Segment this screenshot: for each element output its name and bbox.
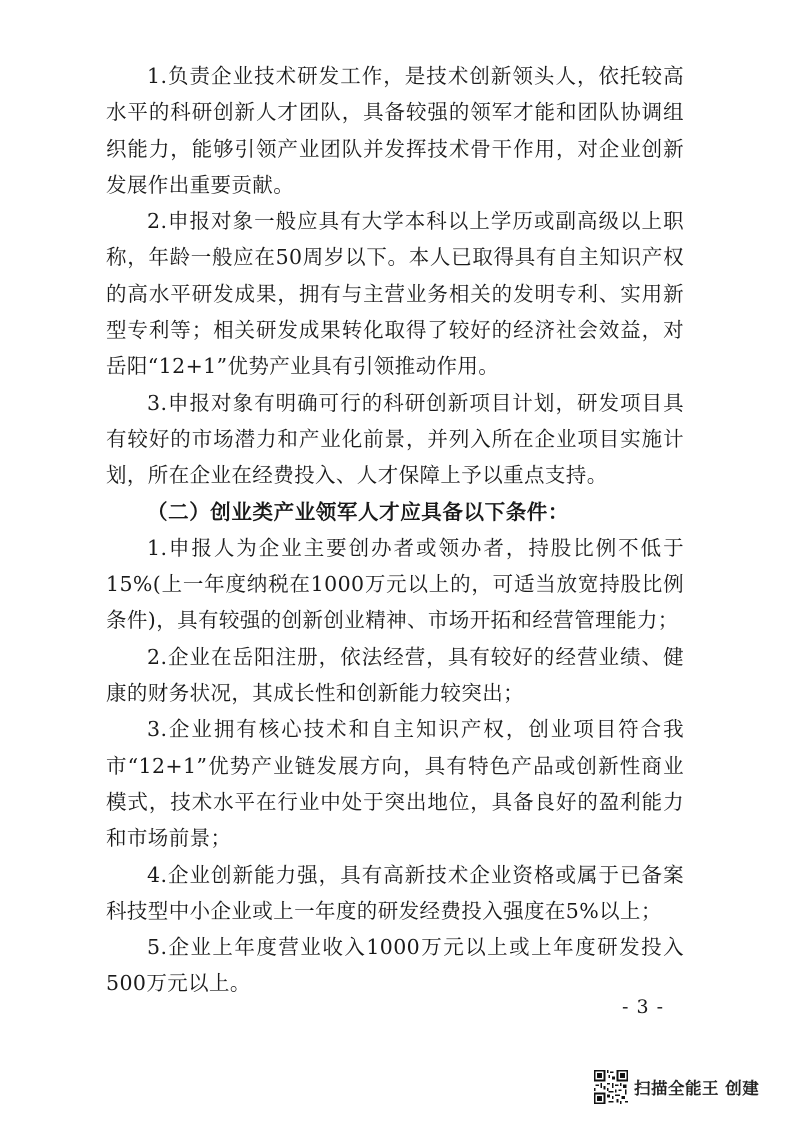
paragraph-item-4: 1.申报人为企业主要创办者或领办者，持股比例不低于15%(上一年度纳税在1000万元以上的，可适当放宽持股比例条件)，具有较强的创新创业精神、市场开拓和经营管理能力； [106, 535, 684, 633]
scanner-watermark [594, 1070, 759, 1104]
document-body [106, 58, 684, 1002]
qr-code-icon [594, 1070, 628, 1104]
watermark-text: 扫描全能王 创建 [634, 1079, 760, 1098]
paragraph-item-6: 3.企业拥有核心技术和自主知识产权，创业项目符合我市“12+1”优势产业链发展方向，具有特色产品或创新性商业模式，技术水平在行业中处于突出地位，具备良好的盈利能力和市场前景； [106, 717, 684, 851]
section-heading: （二）创业类产业领军人才应具备以下条件： [147, 499, 569, 524]
paragraph-item-2: 2.申报对象一般应具有大学本科以上学历或副高级以上职称，年龄一般应在50周岁以下。本人已取得具有自主知识产权的高水平研发成果，拥有与主营业务相关的发明专利、实用新型专利等；相关研发成果转化取得了较好的经济社会效益，对岳阳“12+1”优势产业具有引领推动作用。 [106, 209, 684, 379]
paragraph-item-8: 5.企业上年度营业收入1000万元以上或上年度研发投入500万元以上。 [106, 935, 684, 996]
paragraph-item-5: 2.企业在岳阳注册，依法经营，具有较好的经营业绩、健康的财务状况，其成长性和创新能力较突出； [106, 644, 684, 706]
paragraph-item-3: 3.申报对象有明确可行的科研创新项目计划，研发项目具有较好的市场潜力和产业化前景，并列入所在企业项目实施计划，所在企业在经费投入、人才保障上予以重点支持。 [106, 390, 684, 488]
paragraph-item-1: 1.负责企业技术研发工作，是技术创新领头人，依托较高水平的科研创新人才团队，具备较强的领军才能和团队协调组织能力，能够引领产业团队并发挥技术骨干作用，对企业创新发展作出重要贡献。 [106, 64, 684, 197]
paragraph-item-7: 4.企业创新能力强，具有高新技术企业资格或属于已备案科技型中小企业或上一年度的研发经费投入强度在5%以上； [106, 862, 684, 923]
page-number: - 3 - [622, 996, 665, 1018]
